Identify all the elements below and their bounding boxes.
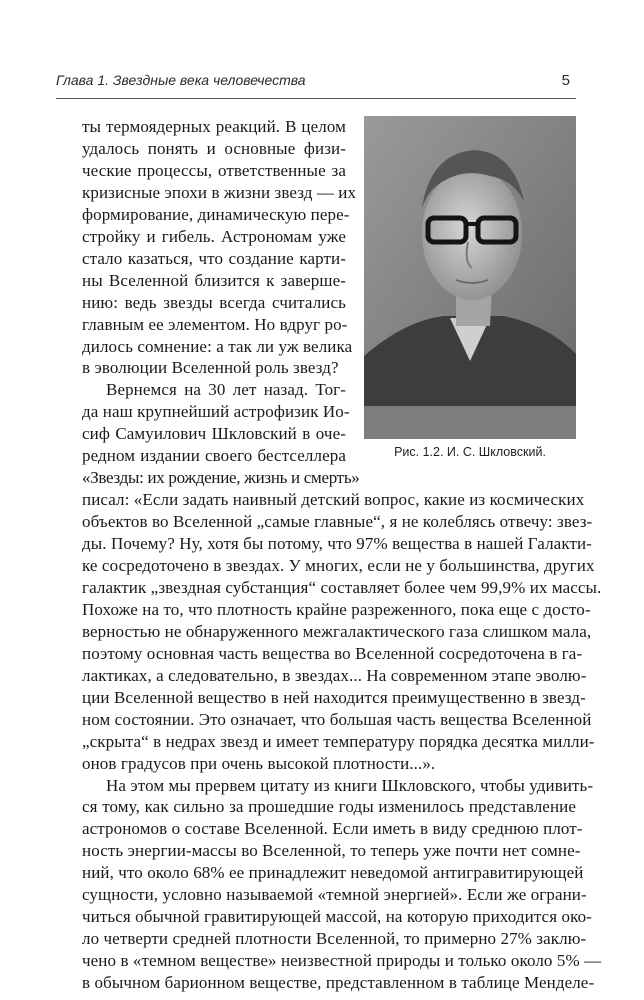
text-line: дилось сомнение: а так ли уж велика bbox=[82, 336, 353, 356]
text-line: галактик „звездная субстанция“ составляет более чем 99,9% их массы. bbox=[82, 577, 602, 597]
text-line: Вернемся на 30 лет назад. Тог- bbox=[106, 380, 346, 400]
text-line: ны Вселенной близится к заверше- bbox=[82, 270, 346, 290]
text-line: удалось понять и основные физи- bbox=[82, 138, 346, 158]
text-line: да наш крупнейший астрофизик Ио- bbox=[82, 402, 350, 422]
text-line: поэтому основная часть вещества во Вселенной сосредоточена в га- bbox=[82, 643, 583, 663]
portrait-photo bbox=[364, 116, 576, 439]
text-line: редном издании своего бестселлера bbox=[82, 446, 346, 466]
text-line: нию: ведь звезды всегда считались bbox=[82, 292, 346, 312]
text-line: стройку и гибель. Астрономам уже bbox=[82, 226, 346, 246]
text-line: чено в «темном веществе» неизвестной природы и только около 5% — bbox=[82, 951, 602, 971]
text-line: На этом мы прервем цитату из книги Шкловского, чтобы удивить- bbox=[106, 775, 594, 795]
text-line: Похоже на то, что плотность крайне разреженного, пока еще с досто- bbox=[82, 599, 591, 619]
text-line: ды. Почему? Ну, хотя бы потому, что 97% вещества в нашей Галакти- bbox=[82, 534, 592, 554]
text-line: «Звезды: их рождение, жизнь и смерть» bbox=[82, 468, 360, 488]
text-line: ческие процессы, ответственные за bbox=[82, 160, 346, 180]
text-line: в обычном барионном веществе, представленном в таблице Менделе- bbox=[82, 973, 595, 993]
text-line: лактиках, а следовательно, в звездах... На современном этапе эволю- bbox=[82, 665, 587, 685]
text-line: ло четверти средней плотности Вселенной, то примерно 27% заклю- bbox=[82, 929, 587, 949]
text-line: формирование, динамическую пере- bbox=[82, 204, 350, 224]
text-line: писал: «Если задать наивный детский вопрос, какие из космических bbox=[82, 490, 585, 510]
text-line: ний, что около 68% ее принадлежит неведомой антигравитирующей bbox=[82, 863, 584, 883]
text-line: стало казаться, что создание карти- bbox=[82, 248, 346, 268]
text-line: сиф Самуилович Шкловский в оче- bbox=[82, 424, 346, 444]
text-line: ность энергии-массы во Вселенной, то теперь уже почти нет сомне- bbox=[82, 841, 581, 861]
page-number: 5 bbox=[561, 72, 570, 89]
text-line: главным ее элементом. Но вдруг ро- bbox=[82, 314, 348, 334]
text-line: в эволюции Вселенной роль звезд? bbox=[82, 358, 339, 378]
figure-caption: Рис. 1.2. И. С. Шкловский. bbox=[394, 445, 546, 460]
text-line: сущности, условно называемой «темной энергией». Если же ограни- bbox=[82, 885, 587, 905]
running-head: Глава 1. Звездные века человечества bbox=[56, 72, 306, 88]
text-line: онов градусов при очень высокой плотности...». bbox=[82, 753, 436, 773]
text-line: верностью не обнаруженного межгалактического газа слишком мала, bbox=[82, 621, 592, 641]
text-line: читься обычной гравитирующей массой, на которую приходится око- bbox=[82, 907, 592, 927]
text-line: ции Вселенной вещество в ней находится преимущественно в звезд- bbox=[82, 687, 586, 707]
text-line: ном состоянии. Это означает, что большая часть вещества Вселенной bbox=[82, 709, 592, 729]
text-line: астрономов о составе Вселенной. Если иметь в виду среднюю плот- bbox=[82, 819, 583, 839]
text-line: ты термоядерных реакций. В целом bbox=[82, 117, 346, 136]
text-line: объектов во Вселенной „самые главные“, я не колеблясь отвечу: звез- bbox=[82, 512, 593, 532]
text-line: ке сосредоточено в звездах. У многих, если не у большинства, других bbox=[82, 556, 595, 575]
text-line: кризисные эпохи в жизни звезд — их bbox=[82, 182, 357, 202]
text-line: ся тому, как сильно за прошедшие годы изменилось представление bbox=[82, 797, 576, 817]
header-rule bbox=[56, 98, 576, 99]
text-line: „скрыта“ в недрах звезд и имеет температуру порядка десятка милли- bbox=[82, 731, 595, 751]
